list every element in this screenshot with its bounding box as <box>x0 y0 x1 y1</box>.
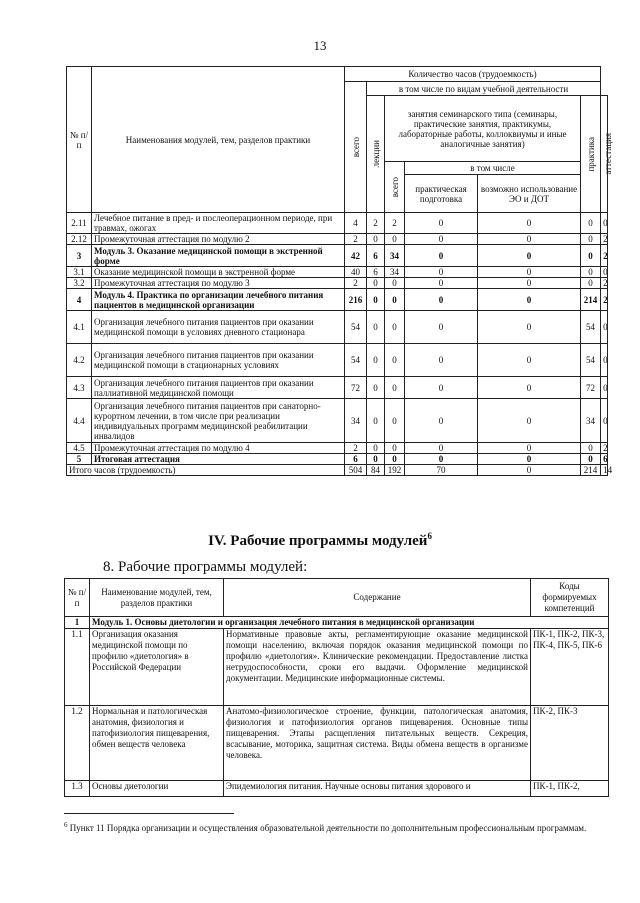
row-num: 4.3 <box>67 377 92 399</box>
row-sem: 0 <box>385 443 405 454</box>
prog-header-codes: Коды формируемых компетенций <box>531 579 609 617</box>
total-lect: 84 <box>367 465 385 476</box>
row-total: 2 <box>345 278 367 289</box>
hours-table <box>66 66 614 476</box>
header-name: Наименования модулей, тем, разделов практики <box>92 67 345 213</box>
hours-row <box>67 344 608 377</box>
hours-row <box>67 454 608 465</box>
row-att: 0 <box>601 377 608 399</box>
header-num: № п/п <box>67 67 92 213</box>
program-name: Нормальная и патологическая анатомия, физиология и патофизиология пищеварения, обмен веществ человека <box>90 706 224 781</box>
row-total: 42 <box>345 245 367 267</box>
row-eo: 0 <box>478 454 581 465</box>
footnote: $^6$ Пункт 11 Порядка организации и осуществления образовательной деятельности по дополнительным профессиональным программам. <box>64 821 587 833</box>
hours-row <box>67 399 608 443</box>
row-sem: 0 <box>385 278 405 289</box>
row-name: Организация лечебного питания пациентов при оказании медицинской помощи в стационарных условиях <box>92 344 345 377</box>
row-num: 4.5 <box>67 443 92 454</box>
header-practice: практика <box>581 96 601 213</box>
row-name: Организация лечебного питания пациентов при оказании медицинской помощи в условиях дневного стационара <box>92 311 345 344</box>
hours-row <box>67 245 608 267</box>
row-lect: 0 <box>367 234 385 245</box>
header-distance: возможно использование ЭО и ДОТ <box>478 175 581 213</box>
row-att: 6 <box>601 454 608 465</box>
row-pract: 0 <box>405 344 478 377</box>
row-total: 54 <box>345 344 367 377</box>
row-pract: 0 <box>405 311 478 344</box>
total-label: Итого часов (трудоемкость) <box>67 465 345 476</box>
row-num: 5 <box>67 454 92 465</box>
row-eo: 0 <box>478 289 581 311</box>
header-vsego: всего <box>345 82 367 213</box>
row-att: 2 <box>601 289 608 311</box>
row-lect: 0 <box>367 454 385 465</box>
page-number: 13 <box>313 38 327 53</box>
row-att: 0 <box>601 399 608 443</box>
row-prac: 0 <box>581 454 601 465</box>
module-row-title: Модуль 1. Основы диетологии и организация лечебного питания в медицинской организации <box>90 617 609 629</box>
row-prac: 214 <box>581 289 601 311</box>
row-name: Организация лечебного питания пациентов при санаторно-курортном лечении, в том числе при реализации индивидуальных программ медицинской реабилитации инвалидов <box>92 399 345 443</box>
row-sem: 0 <box>385 454 405 465</box>
row-eo: 0 <box>478 213 581 234</box>
row-pract: 0 <box>405 278 478 289</box>
header-by-type: в том числе по видам учебной деятельности <box>367 82 601 96</box>
row-prac: 0 <box>581 213 601 234</box>
hours-row <box>67 267 608 278</box>
row-name: Итоговая аттестация <box>92 454 345 465</box>
row-prac: 54 <box>581 344 601 377</box>
row-pract: 0 <box>405 267 478 278</box>
row-name: Оказание медицинской помощи в экстренной форме <box>92 267 345 278</box>
hours-row <box>67 278 608 289</box>
row-num: 3 <box>67 245 92 267</box>
row-sem: 2 <box>385 213 405 234</box>
row-pract: 0 <box>405 454 478 465</box>
row-sem: 0 <box>385 289 405 311</box>
row-pract: 0 <box>405 377 478 399</box>
row-prac: 34 <box>581 399 601 443</box>
row-att: 2 <box>601 278 608 289</box>
row-num: 3.1 <box>67 267 92 278</box>
program-name: Основы диетологии <box>90 781 224 797</box>
program-row <box>65 706 609 781</box>
row-eo: 0 <box>478 278 581 289</box>
row-lect: 0 <box>367 443 385 454</box>
row-att: 0 <box>601 213 608 234</box>
row-prac: 54 <box>581 311 601 344</box>
total-prac: 214 <box>581 465 601 476</box>
program-num: 1.1 <box>65 629 90 706</box>
row-lect: 0 <box>367 344 385 377</box>
row-name: Модуль 3. Оказание медицинской помощи в экстренной форме <box>92 245 345 267</box>
row-sem: 34 <box>385 245 405 267</box>
row-prac: 0 <box>581 245 601 267</box>
program-content: Анатомо-физиологическое строение, функции, патологическая анатомия, физиология и патофизиология органов пищеварения. Основные типы пищеварения. Этапы расщепления питательных веществ. Секреция, всасывание, моторика, защитная система. Виды обмена веществ в организме человека. <box>224 706 531 781</box>
row-total: 40 <box>345 267 367 278</box>
row-lect: 0 <box>367 399 385 443</box>
row-prac: 0 <box>581 234 601 245</box>
header-hours-total-group: Количество часов (трудоемкость) <box>345 67 601 82</box>
row-num: 4.1 <box>67 311 92 344</box>
hours-row <box>67 289 608 311</box>
program-codes: ПК-2, ПК-3 <box>531 706 609 781</box>
row-total: 2 <box>345 234 367 245</box>
prog-header-content: Содержание <box>224 579 531 617</box>
subsection-title: 8. Рабочие программы модулей: <box>103 559 308 575</box>
row-att: 2 <box>601 443 608 454</box>
program-num: 1.3 <box>65 781 90 797</box>
row-num: 4 <box>67 289 92 311</box>
row-prac: 0 <box>581 278 601 289</box>
hours-total-row <box>67 465 608 476</box>
prog-header-name: Наименование модулей, тем, разделов практики <box>90 579 224 617</box>
header-seminar-group: занятия семинарского типа (семинары, практические занятия, практикумы, лабораторные работы, коллоквиумы и иные аналогичные занятия) <box>385 96 581 162</box>
row-sem: 0 <box>385 399 405 443</box>
row-pract: 0 <box>405 443 478 454</box>
hours-row <box>67 443 608 454</box>
row-num: 4.4 <box>67 399 92 443</box>
program-content: Нормативные правовые акты, регламентирующие оказание медицинской помощи населению, включая порядок оказания медицинской помощи по профилю «диетология». Клинические рекомендации. Предоставление листка нетрудоспособности, сроки его выдачи. Оформление медицинской документации. Медицинские информационные системы. <box>224 629 531 706</box>
row-pract: 0 <box>405 289 478 311</box>
header-attestation: аттестация <box>601 96 608 213</box>
row-name: Промежуточная аттестация по модулю 3 <box>92 278 345 289</box>
row-name: Промежуточная аттестация по модулю 2 <box>92 234 345 245</box>
hours-row <box>67 213 608 234</box>
row-eo: 0 <box>478 377 581 399</box>
row-sem: 0 <box>385 377 405 399</box>
row-pract: 0 <box>405 399 478 443</box>
footnote-divider <box>64 813 234 814</box>
section-title: IV. Рабочие программы модулей$^6$ <box>208 531 432 549</box>
row-eo: 0 <box>478 399 581 443</box>
total-att: 14 <box>601 465 608 476</box>
row-name: Промежуточная аттестация по модулю 4 <box>92 443 345 454</box>
total-eo: 0 <box>478 465 581 476</box>
program-row <box>65 781 609 797</box>
row-num: 2.12 <box>67 234 92 245</box>
program-content: Эпидемиология питания. Научные основы питания здорового и <box>224 781 531 797</box>
row-sem: 0 <box>385 311 405 344</box>
row-num: 2.11 <box>67 213 92 234</box>
row-pract: 0 <box>405 234 478 245</box>
row-sem: 0 <box>385 344 405 377</box>
row-att: 2 <box>601 234 608 245</box>
row-name: Модуль 4. Практика по организации лечебного питания пациентов в медицинской организации <box>92 289 345 311</box>
row-lect: 0 <box>367 289 385 311</box>
row-eo: 0 <box>478 245 581 267</box>
row-eo: 0 <box>478 234 581 245</box>
row-lect: 6 <box>367 267 385 278</box>
row-lect: 0 <box>367 278 385 289</box>
program-name: Организация оказания медицинской помощи по профилю «диетология» в Российской Федерации <box>90 629 224 706</box>
row-pract: 0 <box>405 213 478 234</box>
row-att: 0 <box>601 344 608 377</box>
program-num: 1.2 <box>65 706 90 781</box>
row-lect: 0 <box>367 311 385 344</box>
row-att: 0 <box>601 311 608 344</box>
row-total: 4 <box>345 213 367 234</box>
hours-row <box>67 311 608 344</box>
program-codes: ПК-1, ПК-2, ПК-3, ПК-4, ПК-5, ПК-6 <box>531 629 609 706</box>
row-eo: 0 <box>478 344 581 377</box>
hours-row <box>67 377 608 399</box>
row-att: 0 <box>601 267 608 278</box>
total-pract: 70 <box>405 465 478 476</box>
program-row <box>65 629 609 706</box>
row-total: 6 <box>345 454 367 465</box>
row-total: 72 <box>345 377 367 399</box>
row-eo: 0 <box>478 443 581 454</box>
header-lektsii: лекции <box>367 96 385 213</box>
row-eo: 0 <box>478 311 581 344</box>
row-total: 2 <box>345 443 367 454</box>
row-prac: 0 <box>581 443 601 454</box>
row-eo: 0 <box>478 267 581 278</box>
row-total: 34 <box>345 399 367 443</box>
row-prac: 0 <box>581 267 601 278</box>
row-sem: 0 <box>385 234 405 245</box>
row-num: 3.2 <box>67 278 92 289</box>
program-codes: ПК-1, ПК-2, <box>531 781 609 797</box>
row-lect: 0 <box>367 377 385 399</box>
total-sem: 192 <box>385 465 405 476</box>
header-practical: практическая подготовка <box>405 175 478 213</box>
programs-table <box>64 578 609 797</box>
row-total: 54 <box>345 311 367 344</box>
row-num: 4.2 <box>67 344 92 377</box>
row-att: 2 <box>601 245 608 267</box>
row-total: 216 <box>345 289 367 311</box>
hours-row <box>67 234 608 245</box>
header-of-which: в том числе <box>405 162 581 175</box>
prog-header-num: № п/п <box>65 579 90 617</box>
row-lect: 6 <box>367 245 385 267</box>
row-name: Лечебное питание в пред- и послеоперационном периоде, при травмах, ожогах <box>92 213 345 234</box>
row-name: Организация лечебного питания пациентов при оказании паллиативной медицинской помощи <box>92 377 345 399</box>
row-sem: 34 <box>385 267 405 278</box>
module-row-num: 1 <box>65 617 90 629</box>
total-total: 504 <box>345 465 367 476</box>
row-prac: 72 <box>581 377 601 399</box>
row-pract: 0 <box>405 245 478 267</box>
row-lect: 2 <box>367 213 385 234</box>
header-vsego2: всего <box>385 162 405 213</box>
